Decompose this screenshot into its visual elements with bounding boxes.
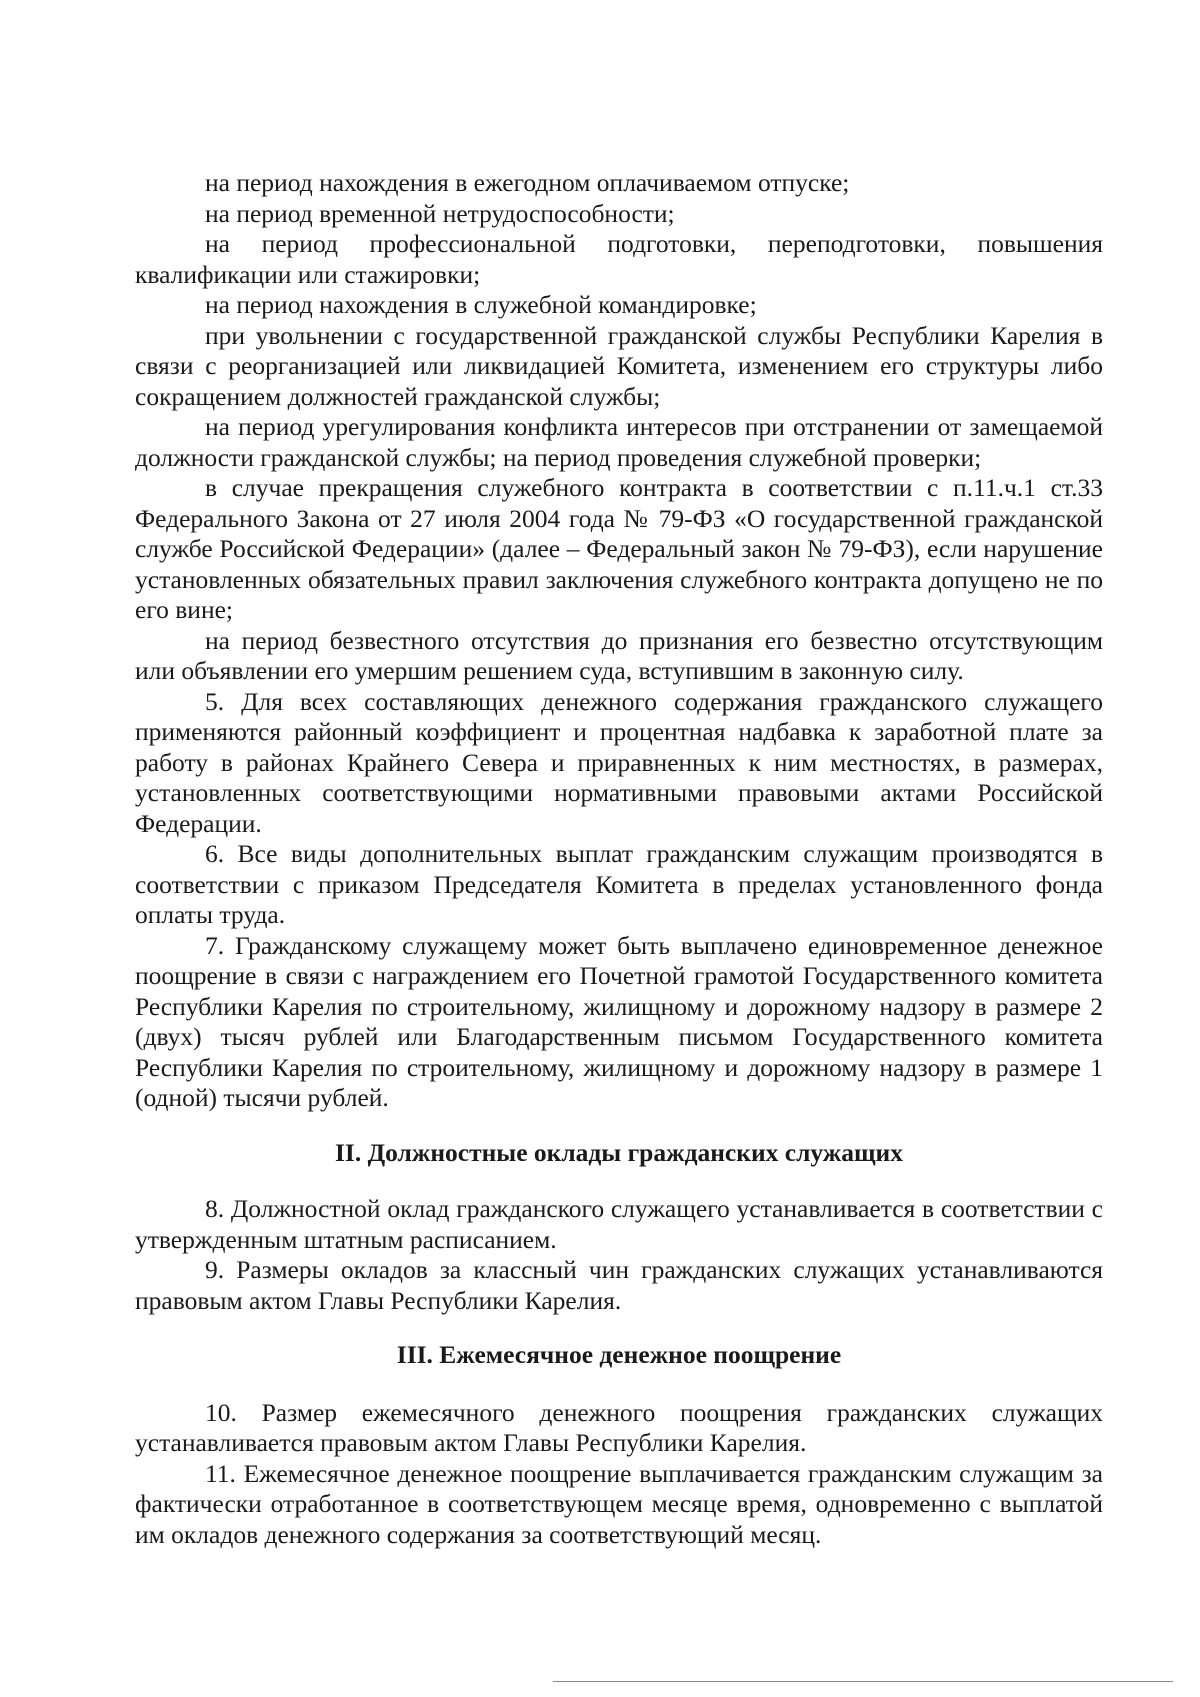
- paragraph: на период профессиональной подготовки, переподготовки, повышения квалификации или стажировки;: [135, 229, 1103, 289]
- section-heading-2: II. Должностные оклады гражданских служащих: [334, 1137, 904, 1167]
- paragraph-item-7: 7. Гражданскому служащему может быть выплачено единовременное денежное поощрение в связи с награждением его Почетной грамотой Государственного комитета Республики Карелия по строительному, жилищному и дорожному надзору в размере 2 (двух) тысяч рублей или Благодарственным письмом Государственного комитета Республики Карелия по строительному, жилищному и дорожному надзору в размере 1 (одной) тысячи рублей.: [135, 930, 1103, 1112]
- paragraph-item-9: 9. Размеры окладов за классный чин гражданских служащих устанавливаются правовым актом Главы Республики Карелия.: [135, 1255, 1103, 1315]
- paragraph: в случае прекращения служебного контракта в соответствии с п.11.ч.1 ст.33 Федерального Закона от 27 июля 2004 года № 79-ФЗ «О государственной гражданской службе Российской Федерации» (далее – Федеральный закон № 79-ФЗ), если нарушение установленных обязательных правил заключения служебного контракта допущено не по его вине;: [135, 473, 1103, 624]
- paragraph: на период безвестного отсутствия до признания его безвестно отсутствующим или объявлении его умершим решением суда, вступившим в законную силу.: [135, 625, 1103, 685]
- paragraph-item-5: 5. Для всех составляющих денежного содержания гражданского служащего применяются районный коэффициент и процентная надбавка к заработной плате за работу в районах Крайнего Севера и приравненных к ним местностях, в размерах, установленных соответствующими нормативными правовыми актами Российской Федерации.: [135, 686, 1103, 838]
- paragraph: на период временной нетрудоспособности;: [205, 198, 675, 228]
- paragraph-item-10: 10. Размер ежемесячного денежного поощрения гражданских служащих устанавливается правовым актом Главы Республики Карелия.: [135, 1397, 1103, 1457]
- paragraph: при увольнении с государственной гражданской службы Республики Карелия в связи с реорганизацией или ликвидацией Комитета, изменением его структуры либо сокращением должностей гражданской службы;: [135, 320, 1103, 411]
- paragraph-item-8: 8. Должностной оклад гражданского служащего устанавливается в соответствии с утвержденным штатным расписанием.: [135, 1194, 1103, 1254]
- bottom-divider: [553, 1681, 1173, 1682]
- section-heading-3: III. Ежемесячное денежное поощрение: [396, 1340, 842, 1369]
- paragraph-item-6: 6. Все виды дополнительных выплат гражданским служащим производятся в соответствии с приказом Председателя Комитета в пределах установленного фонда оплаты труда.: [135, 839, 1103, 929]
- paragraph: на период нахождения в служебной командировке;: [205, 290, 757, 319]
- paragraph: на период урегулирования конфликта интересов при отстранении от замещаемой должности гражданской службы; на период проведения служебной проверки;: [135, 412, 1103, 472]
- paragraph: на период нахождения в ежегодном оплачиваемом отпуске;: [205, 168, 850, 197]
- paragraph-item-11: 11. Ежемесячное денежное поощрение выплачивается гражданским служащим за фактически отработанное в соответствующем месяце время, одновременно с выплатой им окладов денежного содержания за соответствующий месяц.: [135, 1458, 1103, 1549]
- document-page: [135, 168, 1103, 1550]
